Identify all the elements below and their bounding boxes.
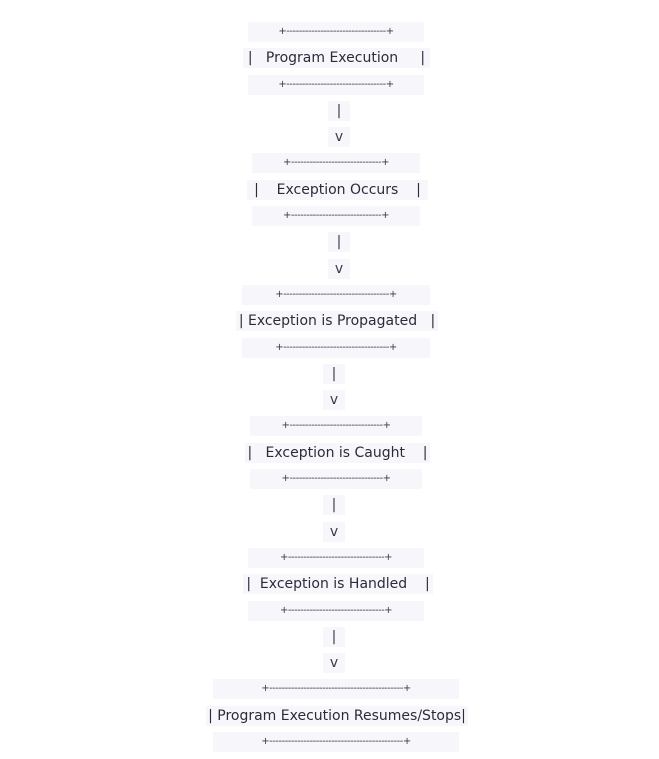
step-program-resumes-row xyxy=(0,703,659,729)
step-exception-propagated-bottom-border-row xyxy=(0,335,659,361)
box-bottom-border: +-------------------------------------------+ xyxy=(213,732,459,752)
box-bottom-border: +------------------------------+ xyxy=(250,469,422,489)
exception-flow-diagram xyxy=(0,19,659,755)
arrow-head: v xyxy=(323,653,345,673)
step-exception-occurs-top-border-row xyxy=(0,150,659,176)
step-program-execution: | Program Execution | xyxy=(243,48,430,68)
step-exception-occurs: | Exception Occurs | xyxy=(247,180,428,200)
step-program-resumes-bottom-border-row xyxy=(0,729,659,755)
step-exception-caught-row xyxy=(0,440,659,466)
box-bottom-border: +----------------------------------+ xyxy=(242,338,430,358)
box-top-border: +-----------------------------+ xyxy=(252,153,420,173)
box-bottom-border: +-------------------------------+ xyxy=(248,601,424,621)
step-program-resumes-stops: | Program Execution Resumes/Stops| xyxy=(206,706,468,726)
connector-line: | xyxy=(328,232,350,252)
step-exception-handled: | Exception is Handled | xyxy=(243,574,433,594)
step-exception-handled-row xyxy=(0,571,659,597)
connector-line: | xyxy=(323,364,345,384)
step-program-execution-top-border-row xyxy=(0,19,659,45)
connector-line: | xyxy=(323,495,345,515)
connector-line: | xyxy=(328,101,350,121)
step-exception-propagated-top-border-row xyxy=(0,282,659,308)
step-exception-caught-top-border-row xyxy=(0,413,659,439)
box-top-border: +------------------------------+ xyxy=(250,416,422,436)
arrow-head: v xyxy=(328,259,350,279)
connector-line: | xyxy=(323,627,345,647)
box-top-border: +-------------------------------+ xyxy=(248,548,424,568)
step-exception-propagated: | Exception is Propagated | xyxy=(236,311,438,331)
step-program-execution-row xyxy=(0,45,659,71)
step-exception-handled-bottom-border-row xyxy=(0,598,659,624)
step-exception-propagated-row xyxy=(0,308,659,334)
arrow-row xyxy=(0,124,659,150)
box-top-border: +----------------------------------+ xyxy=(242,285,430,305)
arrow-head: v xyxy=(323,390,345,410)
step-exception-handled-top-border-row xyxy=(0,545,659,571)
step-program-execution-bottom-border-row xyxy=(0,72,659,98)
box-bottom-border: +--------------------------------+ xyxy=(248,75,424,95)
box-bottom-border: +-----------------------------+ xyxy=(252,206,420,226)
step-program-resumes-top-border-row xyxy=(0,676,659,702)
arrow-row xyxy=(0,650,659,676)
step-exception-caught: | Exception is Caught | xyxy=(245,443,430,463)
connector-row xyxy=(0,492,659,518)
connector-row xyxy=(0,229,659,255)
arrow-row xyxy=(0,256,659,282)
step-exception-occurs-bottom-border-row xyxy=(0,203,659,229)
box-top-border: +-------------------------------------------+ xyxy=(213,679,459,699)
arrow-row xyxy=(0,387,659,413)
box-top-border: +--------------------------------+ xyxy=(248,22,424,42)
step-exception-caught-bottom-border-row xyxy=(0,466,659,492)
connector-row xyxy=(0,98,659,124)
connector-row xyxy=(0,361,659,387)
arrow-row xyxy=(0,519,659,545)
step-exception-occurs-row xyxy=(0,177,659,203)
connector-row xyxy=(0,624,659,650)
arrow-head: v xyxy=(328,127,350,147)
arrow-head: v xyxy=(323,522,345,542)
